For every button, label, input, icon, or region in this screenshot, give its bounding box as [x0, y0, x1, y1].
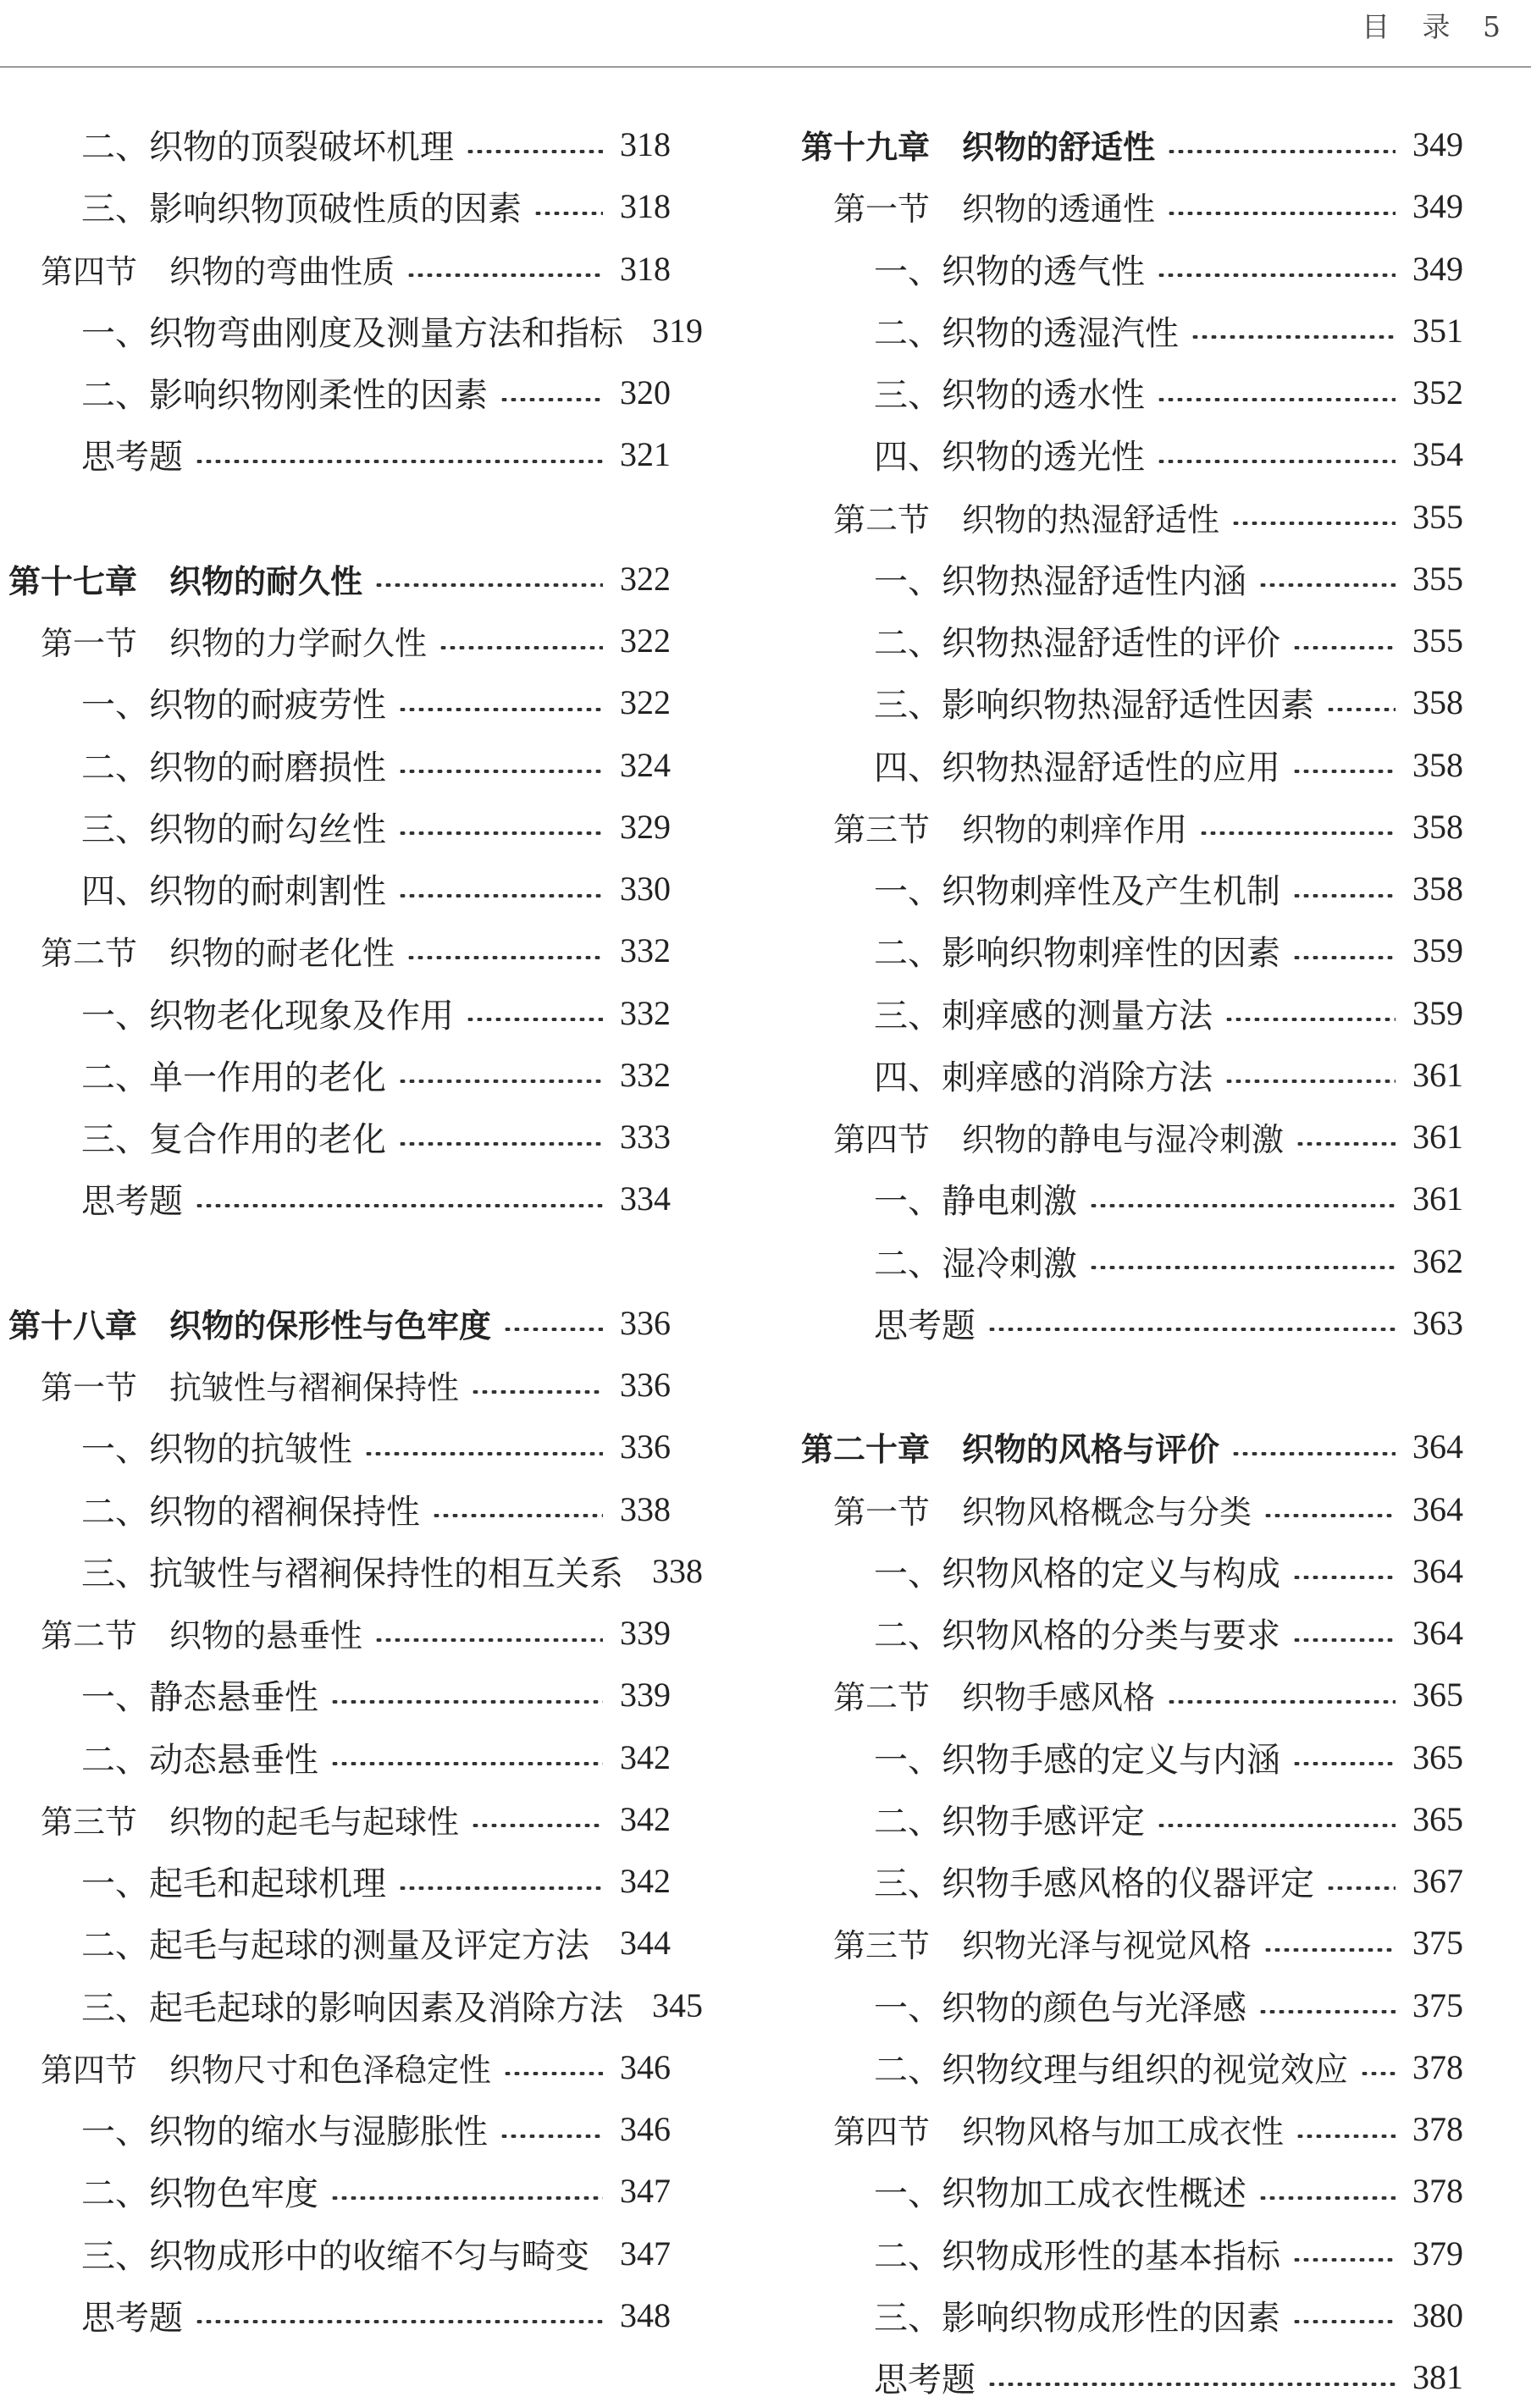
dot-leader — [1258, 583, 1396, 587]
dot-leader — [1089, 1266, 1396, 1269]
toc-page-number: 321 — [620, 435, 671, 474]
dot-leader — [987, 1328, 1396, 1331]
dot-leader — [330, 2196, 603, 2200]
toc-page-number: 347 — [620, 2234, 671, 2273]
dot-leader — [533, 212, 603, 215]
toc-entry-title: 三、织物的透水性 — [874, 376, 1145, 416]
toc-entry-subsection[interactable] — [8, 734, 671, 796]
toc-entry-title: 二、织物纹理与组织的视觉效应 — [874, 2050, 1348, 2090]
dot-leader — [195, 460, 603, 463]
dot-leader — [1258, 2196, 1396, 2200]
toc-page-number: 352 — [1412, 373, 1463, 412]
toc-spacer — [8, 1230, 671, 1292]
dot-leader — [1292, 956, 1396, 959]
dot-leader — [1224, 1080, 1396, 1083]
toc-entry-title: 一、织物的缩水与湿膨胀性 — [81, 2113, 488, 2152]
toc-page-number: 361 — [1412, 1055, 1463, 1094]
dot-leader — [1157, 398, 1396, 401]
dot-leader — [1263, 1514, 1396, 1517]
toc-entry-title: 一、织物热湿舒适性内涵 — [874, 561, 1246, 601]
toc-page-number: 346 — [620, 2047, 671, 2086]
dot-leader — [406, 956, 603, 959]
toc-page-number: 324 — [620, 745, 671, 784]
toc-page-number: 342 — [620, 1862, 671, 1901]
toc-page-number: 336 — [620, 1366, 671, 1405]
toc-entry-section[interactable] — [801, 1664, 1463, 1726]
toc-entry-title: 第二节 织物的耐老化性 — [41, 935, 395, 973]
toc-page-number: 322 — [620, 683, 671, 722]
toc-entry-subsection[interactable] — [8, 1416, 671, 1477]
toc-page-number: 318 — [620, 187, 671, 226]
toc-entry-subsection[interactable] — [801, 2284, 1463, 2346]
dot-leader — [330, 1762, 603, 1765]
toc-page-number: 379 — [1412, 2234, 1463, 2273]
dot-leader — [1167, 150, 1396, 153]
toc-entry-subsection[interactable] — [801, 734, 1463, 796]
toc-page-number: 380 — [1412, 2295, 1463, 2334]
toc-page-number: 347 — [620, 2172, 671, 2211]
dot-leader — [1292, 2320, 1396, 2323]
toc-entry-subsection[interactable] — [8, 1912, 671, 1974]
toc-page-number: 359 — [1412, 931, 1463, 970]
toc-entry-title: 第二十章 织物的风格与评价 — [801, 1431, 1220, 1469]
toc-entry-title: 一、起毛和起球机理 — [81, 1864, 386, 1904]
toc-entry-title: 二、起毛与起球的测量及评定方法 — [81, 1926, 589, 1966]
dot-leader — [398, 894, 603, 897]
toc-entry-chapter[interactable] — [8, 548, 671, 610]
toc-entry-section[interactable] — [801, 1106, 1463, 1168]
dot-leader — [1292, 1576, 1396, 1579]
toc-entry-subsection[interactable] — [801, 1726, 1463, 1788]
toc-entry-subsection[interactable] — [801, 1602, 1463, 1664]
toc-page-number: 333 — [620, 1118, 671, 1157]
toc-entry-subsection[interactable] — [8, 1168, 671, 1229]
toc-page-number: 358 — [1412, 745, 1463, 784]
toc-page-number: 358 — [1412, 807, 1463, 846]
toc-page-number: 349 — [1412, 249, 1463, 288]
toc-page-number: 318 — [620, 249, 671, 288]
dot-leader — [364, 1452, 603, 1455]
toc-page-number: 361 — [1412, 1179, 1463, 1218]
toc-entry-subsection[interactable] — [8, 362, 671, 423]
toc-page-number: 322 — [620, 621, 671, 660]
toc-page-number: 365 — [1412, 1676, 1463, 1715]
toc-entry-title: 第二节 织物的热湿舒适性 — [833, 500, 1220, 538]
dot-leader — [1089, 1204, 1396, 1207]
toc-entry-subsection[interactable] — [801, 1788, 1463, 1850]
toc-entry-subsection[interactable] — [8, 671, 671, 733]
toc-entry-subsection[interactable] — [801, 548, 1463, 610]
dot-leader — [1199, 831, 1396, 835]
toc-page-number: 375 — [1412, 1924, 1463, 1963]
dot-leader — [1326, 1886, 1396, 1890]
toc-entry-title: 第四节 织物风格与加工成衣性 — [833, 2113, 1285, 2151]
toc-entry-title: 第四节 织物尺寸和色泽稳定性 — [41, 2051, 492, 2089]
toc-entry-title: 三、复合作用的老化 — [81, 1120, 386, 1160]
toc-entry-title: 二、织物的耐磨损性 — [81, 748, 386, 787]
toc-entry-title: 二、织物的顶裂破坏机理 — [81, 128, 454, 168]
toc-entry-section[interactable] — [8, 920, 671, 981]
toc-entry-subsection[interactable] — [8, 2223, 671, 2284]
toc-entry-title: 第四节 织物的静电与湿冷刺激 — [833, 1121, 1285, 1159]
toc-entry-subsection[interactable] — [8, 796, 671, 858]
toc-page-number: 381 — [1412, 2358, 1463, 2397]
toc-page-number: 319 — [652, 311, 703, 350]
toc-page-number: 355 — [1412, 497, 1463, 536]
toc-entry-title: 第三节 织物的刺痒作用 — [833, 810, 1188, 848]
toc-entry-title: 第一节 织物的透通性 — [833, 191, 1156, 229]
toc-entry-subsection[interactable] — [801, 1230, 1463, 1292]
toc-entry-subsection[interactable] — [8, 1106, 671, 1168]
toc-entry-subsection[interactable] — [801, 238, 1463, 300]
toc-entry-section[interactable] — [8, 1788, 671, 1850]
toc-page-number: 365 — [1412, 1799, 1463, 1838]
toc-page-number: 378 — [1412, 2047, 1463, 2086]
toc-entry-section[interactable] — [8, 238, 671, 300]
toc-entry-title: 二、织物的透湿汽性 — [874, 313, 1179, 353]
dot-leader — [1292, 770, 1396, 773]
toc-entry-subsection[interactable] — [801, 423, 1463, 485]
toc-entry-title: 一、静态悬垂性 — [81, 1678, 318, 1718]
dot-leader — [471, 1824, 603, 1827]
toc-entry-title: 一、织物的透气性 — [874, 251, 1145, 291]
toc-entry-subsection[interactable] — [801, 2223, 1463, 2284]
toc-entry-subsection[interactable] — [8, 1726, 671, 1788]
toc-entry-section[interactable] — [801, 2098, 1463, 2160]
dot-leader — [398, 1142, 603, 1146]
toc-entry-title: 三、影响织物顶破性质的因素 — [81, 190, 522, 229]
toc-page-number: 363 — [1412, 1303, 1463, 1342]
toc-entry-title: 四、刺痒感的消除方法 — [874, 1058, 1213, 1097]
dot-leader — [466, 1018, 603, 1021]
dot-leader — [1231, 1452, 1396, 1455]
toc-page-number: 329 — [620, 807, 671, 846]
toc-page-number: 332 — [620, 1055, 671, 1094]
toc-page-number: 351 — [1412, 311, 1463, 350]
toc-entry-subsection[interactable] — [8, 1478, 671, 1540]
dot-leader — [1292, 1762, 1396, 1765]
toc-entry-title: 三、影响织物成形性的因素 — [874, 2298, 1280, 2338]
toc-entry-title: 二、动态悬垂性 — [81, 1740, 318, 1780]
toc-page-number: 358 — [1412, 683, 1463, 722]
dot-leader — [500, 2135, 603, 2138]
toc-entry-section[interactable] — [8, 2036, 671, 2098]
toc-entry-subsection[interactable] — [8, 2098, 671, 2160]
toc-entry-title: 一、织物手感的定义与内涵 — [874, 1740, 1280, 1780]
dot-leader — [1263, 1948, 1396, 1952]
dot-leader — [195, 2320, 603, 2323]
toc-entry-title: 第一节 抗皱性与褶裥保持性 — [41, 1369, 460, 1407]
toc-entry-title: 思考题 — [874, 1306, 976, 1345]
toc-page-number: 349 — [1412, 187, 1463, 226]
toc-page-number: 342 — [620, 1737, 671, 1776]
dot-leader — [398, 1886, 603, 1890]
dot-leader — [439, 646, 603, 649]
dot-leader — [398, 708, 603, 711]
toc-entry-title: 第二节 织物的悬垂性 — [41, 1617, 363, 1655]
toc-page-number: 348 — [620, 2295, 671, 2334]
toc-entry-title: 思考题 — [81, 438, 183, 478]
toc-entry-subsection[interactable] — [801, 2346, 1463, 2408]
toc-entry-section[interactable] — [801, 1912, 1463, 1974]
toc-page-number: 339 — [620, 1676, 671, 1715]
toc-entry-title: 二、织物手感评定 — [874, 1802, 1145, 1842]
toc-page-number: 349 — [1412, 125, 1463, 164]
toc-entry-subsection[interactable] — [801, 982, 1463, 1044]
toc-page-number: 318 — [620, 125, 671, 164]
dot-leader — [503, 2072, 603, 2075]
toc-page-number: 365 — [1412, 1737, 1463, 1776]
toc-page-number: 355 — [1412, 559, 1463, 598]
toc-entry-title: 第二节 织物手感风格 — [833, 1679, 1156, 1717]
dot-leader — [195, 1204, 603, 1207]
toc-entry-title: 第十九章 织物的舒适性 — [801, 129, 1156, 167]
toc-entry-subsection[interactable] — [8, 423, 671, 485]
toc-page-number: 367 — [1412, 1862, 1463, 1901]
toc-entry-title: 四、织物热湿舒适性的应用 — [874, 748, 1280, 787]
toc-page-number: 362 — [1412, 1241, 1463, 1280]
toc-entry-title: 二、织物的褶裥保持性 — [81, 1492, 420, 1532]
toc-page-number: 338 — [652, 1551, 703, 1590]
toc-entry-subsection[interactable] — [8, 175, 671, 237]
toc-entry-title: 一、织物加工成衣性概述 — [874, 2174, 1246, 2214]
dot-leader — [398, 770, 603, 773]
toc-entry-title: 三、织物手感风格的仪器评定 — [874, 1864, 1314, 1904]
dot-leader — [398, 831, 603, 835]
toc-entry-title: 二、织物成形性的基本指标 — [874, 2236, 1280, 2276]
dot-leader — [1167, 1700, 1396, 1704]
toc-entry-subsection[interactable] — [801, 2160, 1463, 2222]
toc-entry-subsection[interactable] — [801, 1850, 1463, 1912]
dot-leader — [1157, 1824, 1396, 1827]
toc-page-number: 364 — [1412, 1428, 1463, 1466]
toc-entry-subsection[interactable] — [801, 1044, 1463, 1106]
toc-entry-subsection[interactable] — [801, 671, 1463, 733]
toc-entry-subsection[interactable] — [8, 858, 671, 920]
toc-page-number: 359 — [1412, 993, 1463, 1032]
toc-entry-subsection[interactable] — [8, 982, 671, 1044]
dot-leader — [398, 1080, 603, 1083]
toc-page-number: 332 — [620, 993, 671, 1032]
toc-entry-title: 一、织物的抗皱性 — [81, 1430, 352, 1470]
toc-entry-section[interactable] — [8, 610, 671, 671]
toc-entry-title: 思考题 — [81, 1182, 183, 1222]
toc-entry-subsection[interactable] — [8, 2284, 671, 2346]
toc-entry-subsection[interactable] — [801, 362, 1463, 423]
toc-entry-title: 一、织物老化现象及作用 — [81, 996, 454, 1036]
toc-entry-title: 三、织物成形中的收缩不匀与畸变 — [81, 2236, 589, 2276]
toc-entry-subsection[interactable] — [801, 1540, 1463, 1602]
toc-entry-title: 二、织物热湿舒适性的评价 — [874, 624, 1280, 664]
toc-page-number: 320 — [620, 373, 671, 412]
dot-leader — [330, 1700, 603, 1704]
toc-entry-title: 思考题 — [81, 2298, 183, 2338]
toc-entry-title: 第三节 织物的起毛与起球性 — [41, 1803, 460, 1841]
toc-entry-title: 一、静电刺激 — [874, 1182, 1077, 1222]
toc-spacer — [8, 486, 671, 548]
toc-page-number: 364 — [1412, 1614, 1463, 1653]
toc-entry-title: 第一节 织物的力学耐久性 — [41, 625, 428, 663]
toc-entry-subsection[interactable] — [8, 1540, 703, 1602]
toc-entry-subsection[interactable] — [801, 610, 1463, 671]
toc-entry-title: 思考题 — [874, 2361, 976, 2400]
toc-page-number: 322 — [620, 559, 671, 598]
toc-entry-title: 二、单一作用的老化 — [81, 1058, 386, 1097]
toc-entry-title: 二、织物风格的分类与要求 — [874, 1616, 1280, 1656]
toc-entry-section[interactable] — [8, 1354, 671, 1416]
toc-entry-title: 一、织物刺痒性及产生机制 — [874, 872, 1280, 912]
toc-page-number: 332 — [620, 931, 671, 970]
toc-spacer — [801, 1354, 1463, 1416]
toc-page-number: 334 — [620, 1179, 671, 1218]
toc-left-column — [8, 113, 703, 2346]
toc-entry-chapter[interactable] — [8, 1292, 671, 1354]
dot-leader — [1157, 460, 1396, 463]
toc-entry-title: 一、织物弯曲刚度及测量方法和指标 — [81, 313, 623, 353]
dot-leader — [1296, 1142, 1396, 1146]
toc-entry-title: 一、织物的颜色与光泽感 — [874, 1988, 1246, 2028]
toc-page-number: 338 — [620, 1489, 671, 1528]
dot-leader — [1296, 2135, 1396, 2138]
toc-entry-title: 三、影响织物热湿舒适性因素 — [874, 686, 1314, 726]
toc-page-number: 339 — [620, 1614, 671, 1653]
dot-leader — [1231, 522, 1396, 525]
dot-leader — [1224, 1018, 1396, 1021]
toc-page-number: 345 — [652, 1985, 703, 2024]
toc-page-number: 342 — [620, 1799, 671, 1838]
dot-leader — [406, 273, 603, 277]
toc-right-column — [801, 113, 1463, 2408]
dot-leader — [1191, 335, 1396, 339]
toc-entry-title: 四、织物的耐刺割性 — [81, 872, 386, 912]
toc-page-number: 344 — [620, 1924, 671, 1963]
toc-page-number: 358 — [1412, 870, 1463, 909]
dot-leader — [1326, 708, 1396, 711]
dot-leader — [500, 398, 603, 401]
toc-entry-section[interactable] — [801, 1478, 1463, 1540]
dot-leader — [1292, 2258, 1396, 2262]
dot-leader — [503, 1328, 603, 1331]
toc-entry-title: 一、织物的耐疲劳性 — [81, 686, 386, 726]
toc-page-number: 336 — [620, 1428, 671, 1466]
dot-leader — [1157, 273, 1396, 277]
toc-entry-title: 三、起毛起球的影响因素及消除方法 — [81, 1988, 623, 2028]
toc-entry-title: 三、织物的耐勾丝性 — [81, 809, 386, 849]
toc-entry-subsection[interactable] — [8, 300, 703, 362]
toc-entry-title: 二、湿冷刺激 — [874, 1244, 1077, 1284]
toc-entry-title: 第四节 织物的弯曲性质 — [41, 252, 395, 290]
toc-entry-subsection[interactable] — [801, 1168, 1463, 1229]
toc-entry-title: 第十七章 织物的耐久性 — [8, 562, 363, 600]
toc-entry-subsection[interactable] — [8, 1974, 703, 2036]
dot-leader — [601, 2258, 603, 2262]
toc-entry-subsection[interactable] — [801, 1974, 1463, 2036]
toc-entry-subsection[interactable] — [801, 920, 1463, 981]
page-header — [0, 0, 1531, 68]
dot-leader — [466, 150, 603, 153]
dot-leader — [1292, 646, 1396, 649]
dot-leader — [1360, 2072, 1396, 2075]
toc-entry-section[interactable] — [801, 486, 1463, 548]
dot-leader — [374, 583, 603, 587]
toc-page-number: 355 — [1412, 621, 1463, 660]
toc-page-number: 346 — [620, 2110, 671, 2149]
toc-page-number: 354 — [1412, 435, 1463, 474]
toc-entry-subsection[interactable] — [8, 1850, 671, 1912]
toc-entry-subsection[interactable] — [801, 2036, 1463, 2098]
toc-entry-title: 二、影响织物刺痒性的因素 — [874, 934, 1280, 974]
toc-entry-subsection[interactable] — [8, 113, 671, 175]
dot-leader — [987, 2383, 1396, 2386]
toc-page-number: 375 — [1412, 1985, 1463, 2024]
dot-leader — [1167, 212, 1396, 215]
toc-entry-title: 二、影响织物刚柔性的因素 — [81, 376, 488, 416]
toc-page-number: 330 — [620, 870, 671, 909]
toc-page-number: 364 — [1412, 1489, 1463, 1528]
toc-entry-section[interactable] — [801, 796, 1463, 858]
toc-entry-title: 四、织物的透光性 — [874, 438, 1145, 478]
dot-leader — [374, 1638, 603, 1642]
toc-entry-title: 第十八章 织物的保形性与色牢度 — [8, 1306, 492, 1345]
toc-entry-chapter[interactable] — [801, 1416, 1463, 1477]
dot-leader — [432, 1514, 603, 1517]
toc-page-number: 361 — [1412, 1118, 1463, 1157]
toc-entry-section[interactable] — [8, 1602, 671, 1664]
toc-entry-title: 二、织物色牢度 — [81, 2174, 318, 2214]
toc-entry-subsection[interactable] — [801, 858, 1463, 920]
toc-entry-subsection[interactable] — [801, 300, 1463, 362]
dot-leader — [601, 1948, 603, 1952]
toc-entry-subsection[interactable] — [801, 1292, 1463, 1354]
dot-leader — [1258, 2010, 1396, 2013]
dot-leader — [1292, 1638, 1396, 1642]
toc-page-number: 336 — [620, 1303, 671, 1342]
toc-entry-title: 一、织物风格的定义与构成 — [874, 1554, 1280, 1593]
toc-entry-title: 第三节 织物光泽与视觉风格 — [833, 1927, 1252, 1965]
toc-entry-subsection[interactable] — [8, 2160, 671, 2222]
toc-page-number: 364 — [1412, 1551, 1463, 1590]
toc-page-number: 378 — [1412, 2172, 1463, 2211]
toc-entry-title: 第一节 织物风格概念与分类 — [833, 1493, 1252, 1531]
toc-page-number: 378 — [1412, 2110, 1463, 2149]
toc-entry-title: 三、刺痒感的测量方法 — [874, 996, 1213, 1036]
toc-entry-subsection[interactable] — [8, 1044, 671, 1106]
dot-leader — [1292, 894, 1396, 897]
toc-entry-chapter[interactable] — [801, 113, 1463, 175]
running-header: 目 录 5 — [1362, 10, 1512, 43]
dot-leader — [471, 1390, 603, 1394]
toc-entry-subsection[interactable] — [8, 1664, 671, 1726]
toc-entry-section[interactable] — [801, 175, 1463, 237]
toc-entry-title: 三、抗皱性与褶裥保持性的相互关系 — [81, 1554, 623, 1593]
